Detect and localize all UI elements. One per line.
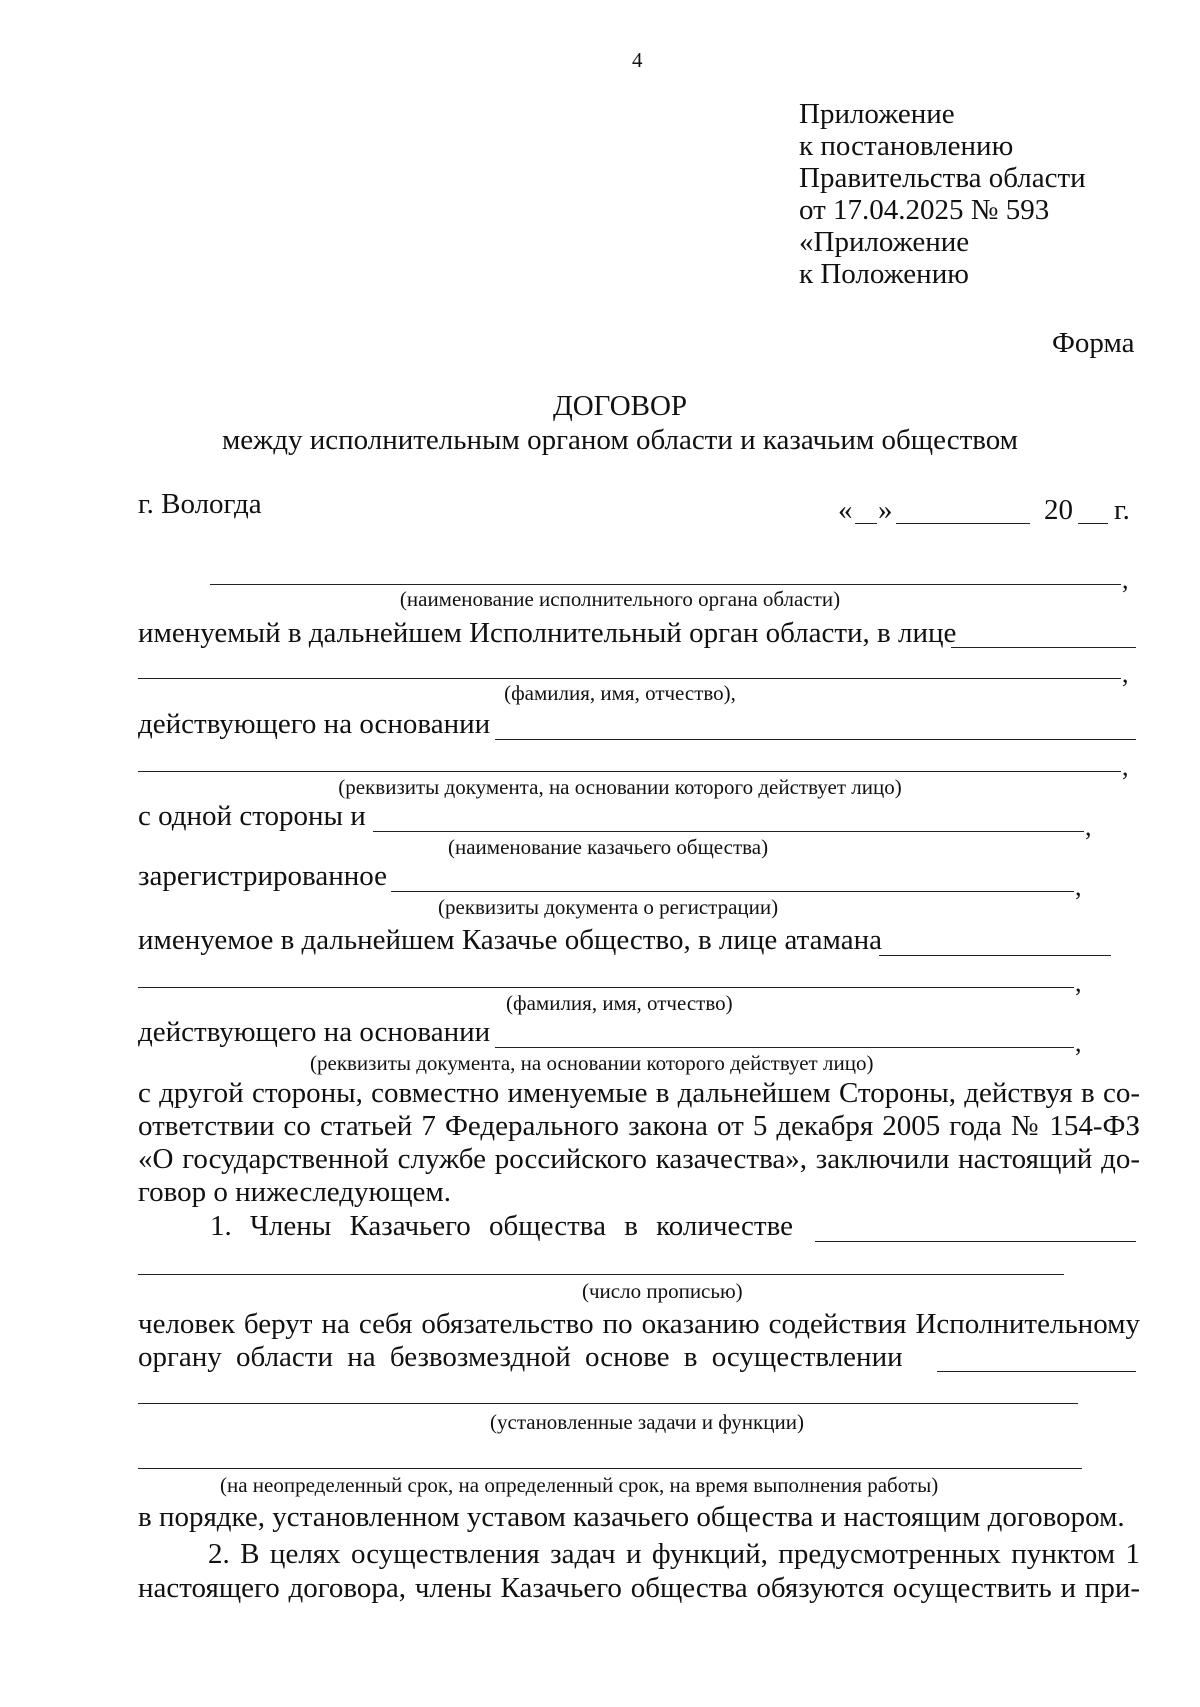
acting-basis1-text: действующего на основании (138, 708, 491, 740)
fio1-line (138, 678, 1121, 679)
paragraph-line: настоящего договора, члены Казачьего общества обязуются осуществить и при- (138, 1572, 1140, 1604)
caption-registration: (реквизиты документа о регистрации) (438, 895, 779, 919)
named-society-text: именуемое в дальнейшем Казачье общество, в лице атамана (138, 924, 882, 956)
caption-cossack-name: (наименование казачьего общества) (448, 835, 769, 859)
caption-doc-basis2: (реквизиты документа, на основании которого действует лицо) (310, 1051, 874, 1075)
document-title: ДОГОВОР (552, 390, 688, 422)
paragraph-line: говор о нижеследующем. (138, 1176, 452, 1208)
registered-text: зарегистрированное (138, 860, 387, 892)
appendix-line: к Положению (799, 258, 969, 290)
document-subtitle: между исполнительным органом области и казачьим обществом (221, 424, 1019, 456)
named-organ-text: именуемый в дальнейшем Исполнительный орган области, в лице (138, 617, 957, 649)
appendix-line: Правительства области (799, 162, 1086, 194)
caption-doc-basis1: (реквизиты документа, на основании которого действует лицо) (338, 775, 902, 799)
item1-text: 1. Члены Казачьего общества в количестве (210, 1210, 793, 1242)
city: г. Вологда (138, 488, 262, 520)
doc-basis1-line (138, 771, 1121, 772)
number-words-line (138, 1274, 1064, 1275)
caption-fio1: (фамилия, имя, отчество), (504, 681, 736, 705)
page-number: 4 (632, 48, 643, 72)
paragraph-line: ответствии со статьей 7 Федерального закона от 5 декабря 2005 года № 154-ФЗ (138, 1110, 1140, 1142)
acting-basis2-text: действующего на основании (138, 1016, 491, 1048)
paragraph-line: с другой стороны, совместно именуемые в дальнейшем Стороны, действуя в со- (138, 1077, 1140, 1109)
caption-term: (на неопределенный срок, на определенный срок, на время выполнения работы) (220, 1473, 939, 1497)
caption-tasks: (установленные задачи и функции) (490, 1410, 804, 1434)
fio2-line (138, 987, 1074, 988)
appendix-line: «Приложение (799, 226, 970, 258)
procedure-text: в порядке, установленном уставом казачьего общества и настоящим договором. (138, 1501, 1125, 1533)
paragraph-line: 2. В целях осуществления задач и функций, предусмотренных пунктом 1 (208, 1538, 1140, 1570)
form-label: Форма (1052, 327, 1135, 359)
appendix-line: Приложение (799, 98, 955, 130)
caption-organ-name: (наименование исполнительного органа области) (399, 587, 841, 611)
one-side-text: с одной стороны и (138, 800, 366, 832)
tasks-line (138, 1403, 1078, 1404)
paragraph-line: «О государственной службе российского казачества», заключили настоящий до- (138, 1143, 1140, 1175)
paragraph-line: органу области на безвозмездной основе в осуществлении (138, 1341, 903, 1373)
organ-name-line (210, 584, 1121, 585)
appendix-line: к постановлению (799, 130, 1014, 162)
term-line (138, 1468, 1082, 1469)
caption-fio2: (фамилия, имя, отчество) (506, 991, 733, 1015)
appendix-line: от 17.04.2025 № 593 (799, 194, 1050, 226)
caption-number-words: (число прописью) (582, 1279, 743, 1303)
paragraph-line: человек берут на себя обязательство по оказанию содействия Исполнительному (138, 1308, 1140, 1340)
